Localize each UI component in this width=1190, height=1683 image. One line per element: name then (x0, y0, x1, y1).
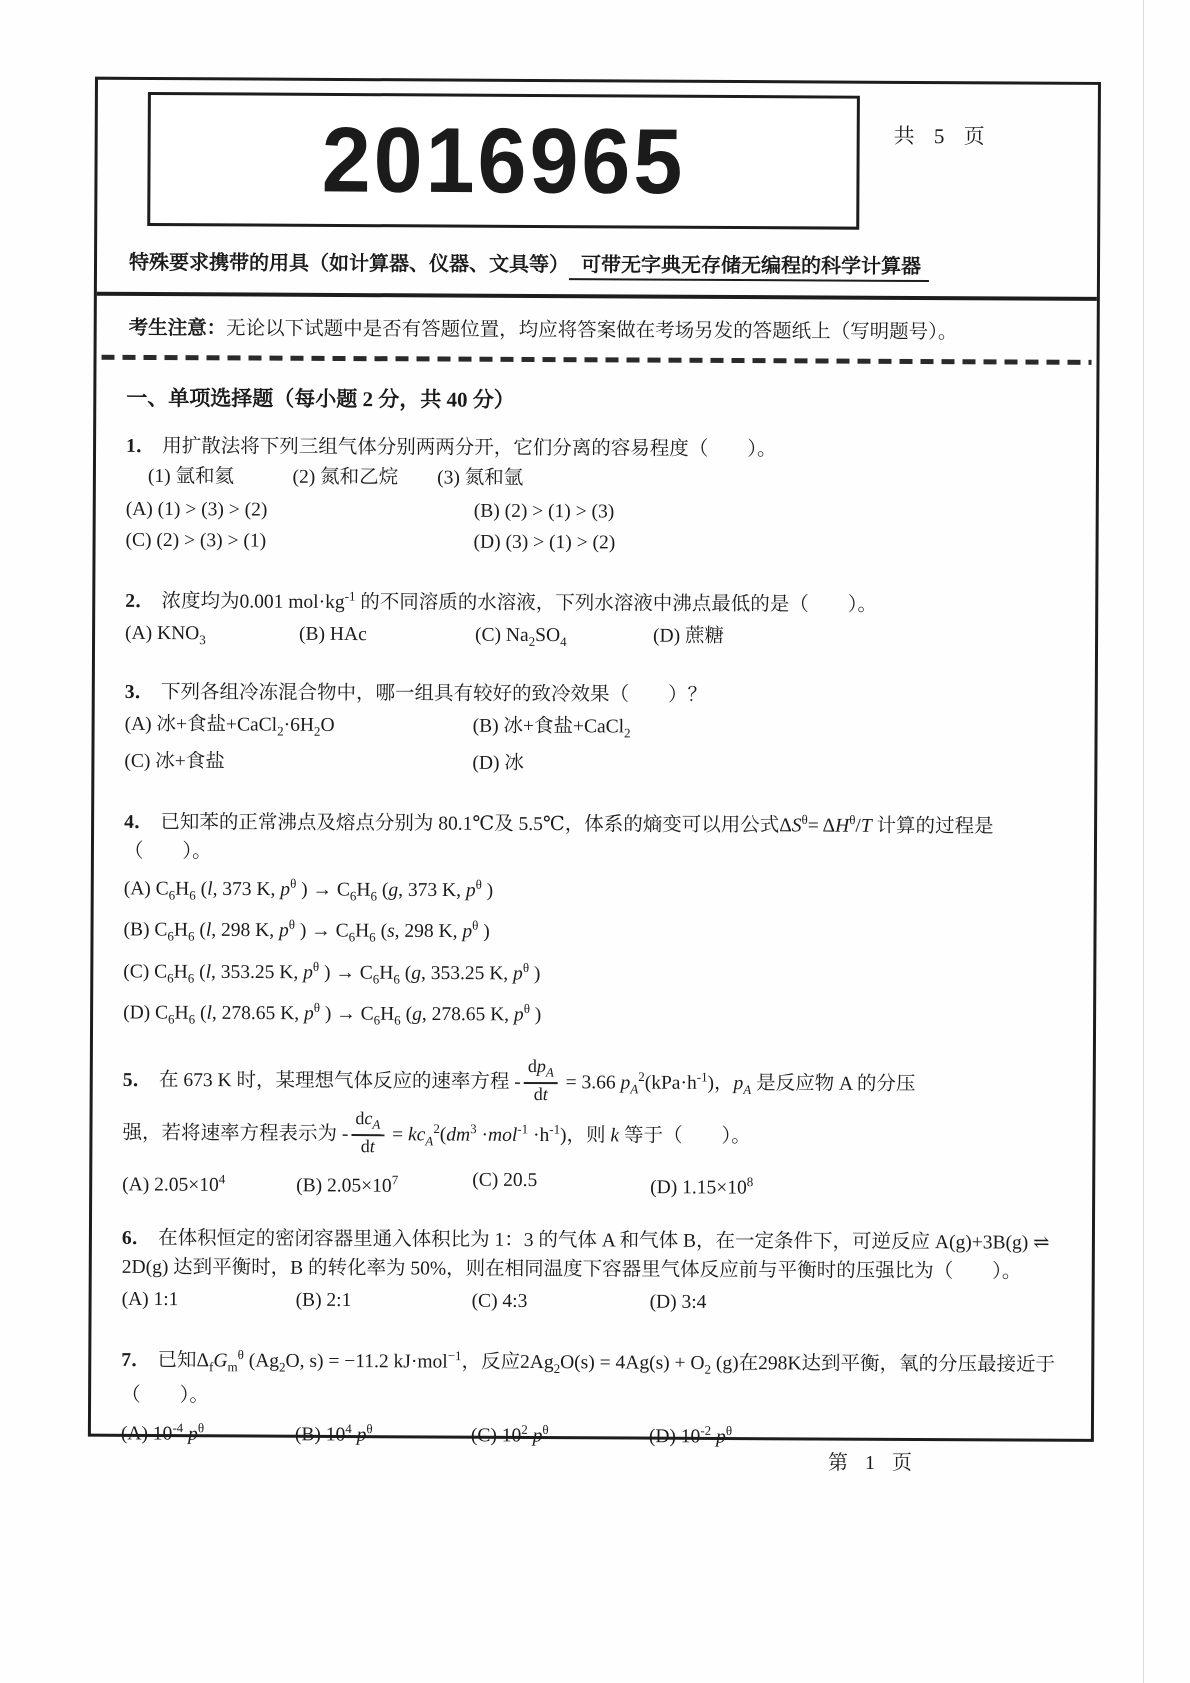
question-1-number: 1． (126, 435, 156, 458)
paper-code: 2016965 (321, 107, 686, 214)
questions-area (91, 360, 1097, 1454)
paper-border-box (88, 77, 1101, 1448)
question-5-stem-line-2 (122, 1110, 1066, 1164)
q6-option-d: (D) 3:4 (649, 1291, 707, 1314)
question-4-stem-line (124, 801, 1068, 870)
q3-option-a: (A) 冰+食盐$+CaCl_2\cdot 6H_2O$ (124, 714, 335, 740)
q5-option-a: (A) $2.05\times 10^4$ (122, 1171, 226, 1196)
q2-option-c: (C) $Na_2SO_4$ (475, 624, 567, 649)
question-5-stem-pre: 在 673 K 时，某理想气体反应的速率方程 - (158, 1070, 521, 1094)
q4-option-b: (B) $C_6H_6$ (l, 298 K, $p^\theta$ ) → $C_6H_6$ (s, 298 K, $p^\theta$ ) (123, 916, 490, 945)
question-5-stem-line-1 (123, 1057, 1067, 1111)
rate-equation-fraction-1 (524, 1056, 558, 1105)
rate-equation-fraction-2 (351, 1108, 384, 1157)
question-4-options (123, 868, 1068, 1039)
question-5-line2-post: = $kc_A^2(dm^3 \cdot mol^{-1} \cdot h^{-1})$，则 k 等于（ ）。 (387, 1120, 751, 1149)
q1-option-b: (B) (2) > (1) > (3) (473, 500, 615, 523)
scan-edge-line (1143, 0, 1144, 1683)
page-number: 第 1 页 (828, 1452, 918, 1474)
tools-value-underlined: 可带无字典无存储无编程的科学计算器 (569, 254, 929, 282)
q1-option-c: (C) (2) > (3) > (1) (125, 529, 267, 552)
q6-option-a: (A) 1:1 (121, 1289, 179, 1311)
q5-option-c: (C) 20.5 (472, 1169, 538, 1191)
question-5-number: 5． (122, 1070, 153, 1092)
question-2-number: 2． (125, 590, 155, 612)
q2-option-d: (D) 蔗糖 (653, 625, 725, 647)
q4-option-a: (A) $C_6H_6$ (l, 373 K, $p^\theta$ ) → $C_6H_6$ (g, 373 K, $p^\theta$ ) (123, 875, 494, 904)
question-6-number: 6． (121, 1228, 152, 1250)
fraction-2-numerator: $dc_A$ (351, 1108, 384, 1136)
question-1-subitems: (1) 氩和氦 (2) 氮和乙烷 (3) 氮和氩 (147, 465, 524, 489)
question-3-stem: 下列各组冷冻混合物中，哪一组具有较好的致冷效果（ ）？ (160, 682, 708, 707)
q1-option-d: (D) (3) > (1) > (2) (473, 531, 616, 554)
fraction-1-denominator: dt (533, 1084, 548, 1105)
question-7-stem-line (121, 1339, 1065, 1414)
question-6-stem: 在体积恒定的密闭容器里通入体积比为 1：3 的气体 A 和气体 B，在一定条件下，可逆反应 A(g)+3B(g) ⇌ 2D(g) 达到平衡时，B 的转化率为 50%，则在相同温度下容器里气体反应前与平衡时的压强比为（ ）。 (121, 1228, 1050, 1283)
q4-option-d: (D) $C_6H_6$ (l, 278.65 K, $p^\theta$ ) → $C_6H_6$ (g, 278.65 K, $p^\theta$ ) (123, 999, 542, 1028)
paper-code-box (147, 92, 860, 230)
notice-text: 无论以下试题中是否有答题位置，均应将答案做在考场另发的答题纸上（写明题号）。 (226, 318, 958, 344)
q5-option-d: (D) $1.15\times 10^8$ (650, 1173, 754, 1199)
q4-option-c: (C) $C_6H_6$ (l, 353.25 K, $p^\theta$ ) → $C_6H_6$ (g, 353.25 K, $p^\theta$ ) (123, 958, 541, 987)
question-7-stem: 已知$\Delta_fG_m^\theta$ ($Ag_2O$, s) = −11.2 kJ·mol$^{-1}$，反应$2Ag_2O(s) = 4Ag(s) + O_2$ (g)在298K达到平衡，氧的分压最接近于（ ）。 (121, 1346, 1056, 1406)
question-5-stem-mid: = 3.66 $p_A^2(kPa\cdot h^{-1})$，$p_A$ 是反应物 A 的分压 (560, 1069, 916, 1098)
question-2-stem-line (125, 580, 1069, 620)
question-2-stem: 浓度均为0.001 $mol\cdot kg^{-1}$ 的不同溶质的水溶液，下列水溶液中沸点最低的是（ ）。 (161, 588, 878, 616)
question-6-stem-line (122, 1224, 1066, 1287)
question-4-stem: 已知苯的正常沸点及熔点分别为 80.1℃及 5.5℃，体系的熵变可以用公式$\Delta S^\theta= \Delta H^\theta/T$ 计算的过程是（ ）。 (123, 811, 994, 863)
question-4 (123, 801, 1068, 1038)
candidate-notice (129, 312, 1079, 345)
total-pages-label: 共 5 页 (893, 123, 992, 149)
q3-option-d: (D) 冰 (472, 752, 524, 775)
q2-option-b: (B) HAc (299, 623, 367, 645)
question-3-stem-line (125, 678, 1069, 712)
question-4-number: 4． (124, 811, 154, 833)
tools-line (129, 246, 1073, 280)
question-3-number: 3． (124, 682, 155, 704)
question-3 (124, 678, 1069, 782)
question-6 (122, 1224, 1066, 1320)
question-3-options (124, 709, 1068, 782)
question-7-options (121, 1411, 1065, 1453)
fraction-2-denominator: dt (360, 1136, 375, 1157)
tools-label: 特殊要求携带的用具（如计算器、仪器、文具等） (128, 251, 570, 277)
q7-option-d: (D) $10^{-2}$ $p^\theta$ (648, 1422, 733, 1448)
q3-option-c: (C) 冰+食盐 (124, 751, 225, 773)
question-7-number: 7． (121, 1349, 151, 1371)
question-7 (121, 1339, 1066, 1454)
question-1 (125, 432, 1070, 561)
q2-option-a: (A) $KNO_3$ (125, 622, 206, 647)
question-5-line2-pre: 强，若将速率方程表示为 - (122, 1122, 349, 1145)
question-2 (125, 580, 1069, 659)
question-5-options (122, 1163, 1066, 1205)
question-5 (122, 1057, 1067, 1205)
notice-label: 考生注意： (128, 317, 227, 340)
header-row (97, 80, 1098, 231)
q5-option-b: (B) $2.05\times 10^7$ (296, 1171, 399, 1197)
question-1-stem: 用扩散法将下列三组气体分别两两分开，它们分离的容易程度（ ）。 (162, 436, 777, 461)
q3-option-b: (B) 冰+食盐+CaCl$_2$ (472, 716, 631, 741)
q6-option-b: (B) 2:1 (295, 1289, 352, 1312)
question-6-options (122, 1284, 1066, 1320)
q7-option-a: (A) $10^{-4}$ $p^\theta$ (120, 1419, 205, 1445)
q7-option-c: (C) $10^2$ $p^\theta$ (470, 1421, 549, 1447)
q6-option-c: (C) 4:3 (471, 1290, 528, 1313)
q1-option-a: (A) (1) > (3) > (2) (125, 498, 268, 521)
question-2-options (125, 617, 1069, 659)
fraction-1-numerator: $dp_A$ (524, 1056, 558, 1084)
q7-option-b: (B) $10^4$ $p^\theta$ (294, 1420, 373, 1446)
section-title: 一、单项选择题（每小题 2 分，共 40 分） (126, 385, 515, 412)
solid-divider (97, 292, 1097, 301)
question-1-options (125, 494, 1069, 561)
